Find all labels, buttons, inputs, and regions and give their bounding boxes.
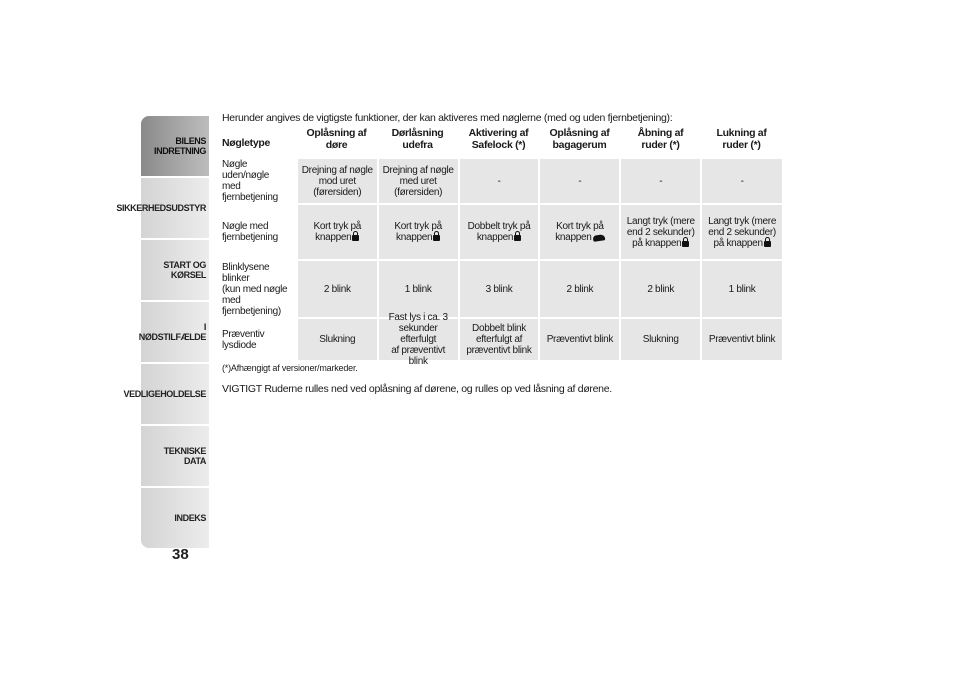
- tab-vedligeholdelse[interactable]: [123, 364, 209, 424]
- cell-text: Dobbelt tryk på: [467, 221, 531, 232]
- lock-icon: [682, 240, 689, 248]
- lock-icon: [433, 234, 440, 242]
- cell-text: af præventivt blink: [391, 345, 446, 367]
- header-text: Oplåsning af: [549, 127, 610, 139]
- header-unlock-trunk: [539, 127, 620, 157]
- tab-sikkerhedsudstyr[interactable]: [116, 178, 209, 238]
- table-cell: [460, 319, 539, 360]
- table-row: [222, 205, 782, 259]
- cell-text: knappen: [476, 232, 514, 243]
- header-text: Åbning af: [637, 127, 684, 139]
- cell-text: efterfulgt af: [475, 334, 523, 345]
- label-text: med: [222, 294, 241, 306]
- cell-text: Langt tryk (mere: [708, 215, 777, 227]
- table-cell: [298, 261, 377, 317]
- lock-icon: [764, 240, 771, 248]
- header-text: bagagerum: [552, 139, 607, 151]
- label-text: Nøgle med: [222, 221, 269, 232]
- table-header-row: [222, 127, 782, 157]
- tab-label: VEDLIGEHOLDELSE: [123, 389, 206, 399]
- cell-text: -: [659, 175, 663, 187]
- table-cell: [621, 319, 700, 360]
- table-cell: [702, 261, 782, 317]
- table-cell: [702, 319, 782, 360]
- cell-text: Dobbelt blink: [472, 323, 526, 334]
- cell-text: Langt tryk (mere: [626, 215, 695, 227]
- table-cell: [298, 319, 377, 360]
- cell-text: Kort tryk på: [556, 221, 604, 232]
- cell-text: (førersiden): [313, 186, 362, 198]
- tab-label: TEKNISKE DATA: [163, 446, 206, 466]
- cell-text: 2 blink: [566, 283, 594, 295]
- key-functions-table: [222, 127, 782, 367]
- header-text: Dørlåsning: [391, 127, 444, 139]
- tab-label: START OG KØRSEL: [163, 260, 206, 280]
- table-cell: [298, 205, 377, 259]
- table-row: [222, 312, 782, 367]
- header-unlock-doors: [296, 127, 377, 157]
- cell-text: Kort tryk på: [313, 221, 362, 232]
- table-cell: [702, 205, 782, 259]
- intro-text: Herunder angives de vigtigste funktioner, der kan aktiveres med nøglerne (med og uden fjernbetjening):: [222, 112, 673, 124]
- label-text: med fjernbetjening: [222, 181, 278, 203]
- header-text: Oplåsning af: [306, 127, 367, 139]
- table-row: [222, 261, 782, 317]
- tab-indeks[interactable]: [141, 488, 209, 548]
- table-cell: [540, 261, 619, 317]
- header-text: Safelock (*): [471, 139, 526, 151]
- cell-text: 2 blink: [323, 283, 351, 295]
- cell-text: 2 blink: [647, 283, 675, 295]
- table-cell: [379, 261, 458, 317]
- cell-text: 1 blink: [728, 283, 756, 295]
- tab-i-nodstilfaelde[interactable]: [138, 302, 209, 362]
- lock-icon: [352, 234, 359, 242]
- important-note: VIGTIGT Ruderne rulles ned ved oplåsning af dørene, og rulles op ved låsning af dørene.: [222, 383, 612, 395]
- header-safelock: [458, 127, 539, 157]
- cell-text: sekunder efterfulgt: [398, 323, 438, 345]
- tab-start-og-korsel[interactable]: [141, 240, 209, 300]
- table-cell: [379, 159, 458, 203]
- table-cell: [540, 159, 619, 203]
- cell-text: præventivt blink: [466, 345, 532, 356]
- cell-text: Fast lys i ca. 3: [388, 312, 448, 323]
- table-cell: [460, 159, 539, 203]
- header-text: Aktivering af: [468, 127, 529, 139]
- cell-text: 3 blink: [485, 283, 513, 295]
- cell-text: -: [578, 175, 582, 187]
- cell-text: -: [740, 175, 744, 187]
- header-text: døre: [325, 139, 348, 151]
- table-cell: [379, 312, 458, 367]
- cell-text: Præventivt blink: [708, 334, 776, 345]
- header-text: Nøgletype: [222, 137, 271, 149]
- tab-label: I NØDSTILFÆLDE: [138, 322, 206, 342]
- cell-text: mod uret: [318, 175, 356, 187]
- header-text: udefra: [402, 139, 433, 151]
- label-text: fjernbetjening: [222, 232, 278, 243]
- footnote: (*)Afhængigt af versioner/markeder.: [222, 363, 358, 373]
- table-cell: [621, 159, 700, 203]
- row-label: [222, 319, 296, 360]
- header-key-type: [222, 127, 296, 157]
- cell-text: på knappen: [632, 237, 682, 249]
- label-text: Blinklysene blinker: [222, 261, 270, 284]
- cell-text: (førersiden): [394, 186, 443, 198]
- label-text: Nøgle uden/nøgle: [222, 159, 270, 181]
- tab-bilens-indretning[interactable]: [141, 116, 209, 176]
- header-text: ruder (*): [722, 139, 761, 151]
- table-cell: [298, 159, 377, 203]
- label-text: (kun med nøgle: [222, 283, 288, 295]
- table-cell: [540, 319, 619, 360]
- table-row: [222, 159, 782, 203]
- table-cell: [702, 159, 782, 203]
- cell-text: med uret: [399, 175, 437, 187]
- row-label: [222, 205, 296, 259]
- tab-tekniske-data[interactable]: [141, 426, 209, 486]
- header-lock-doors: [377, 127, 458, 157]
- table-cell: [460, 205, 539, 259]
- header-text: ruder (*): [641, 139, 680, 151]
- table-cell: [379, 205, 458, 259]
- cell-text: Slukning: [642, 334, 679, 345]
- lock-icon: [514, 234, 521, 242]
- page-number: 38: [172, 546, 189, 563]
- tab-label-line2: INDRETNING: [154, 146, 206, 156]
- row-label: [222, 261, 296, 317]
- header-text: Lukning af: [716, 127, 767, 139]
- row-label: [222, 159, 296, 203]
- cell-text: -: [497, 175, 501, 187]
- cell-text: Slukning: [319, 334, 356, 345]
- table-cell: [621, 205, 700, 259]
- label-text: Præventiv lysdiode: [222, 328, 265, 351]
- cell-text: Drejning af nøgle: [301, 164, 373, 176]
- table-cell: [460, 261, 539, 317]
- cell-text: end 2 sekunder): [626, 226, 695, 238]
- header-open-windows: [620, 127, 701, 157]
- cell-text: på knappen: [713, 237, 763, 249]
- cell-text: end 2 sekunder): [708, 226, 776, 238]
- label-text: fjernbetjening): [222, 305, 281, 317]
- cell-text: knappen: [315, 232, 352, 243]
- cell-text: Kort tryk på: [394, 221, 442, 232]
- cell-text: Drejning af nøgle: [382, 164, 454, 176]
- cell-text: knappen: [396, 232, 433, 243]
- table-cell: [540, 205, 619, 259]
- cell-text: knappen: [555, 232, 592, 243]
- tab-label-line1: BILENS: [175, 136, 206, 146]
- tab-label: INDEKS: [174, 513, 206, 523]
- chapter-sidebar: [116, 116, 209, 550]
- cell-text: 1 blink: [404, 283, 432, 295]
- cell-text: Præventivt blink: [546, 334, 614, 345]
- tab-label: SIKKERHEDSUDSTYR: [116, 203, 206, 213]
- header-close-windows: [701, 127, 782, 157]
- table-cell: [621, 261, 700, 317]
- car-trunk-icon: [592, 234, 605, 242]
